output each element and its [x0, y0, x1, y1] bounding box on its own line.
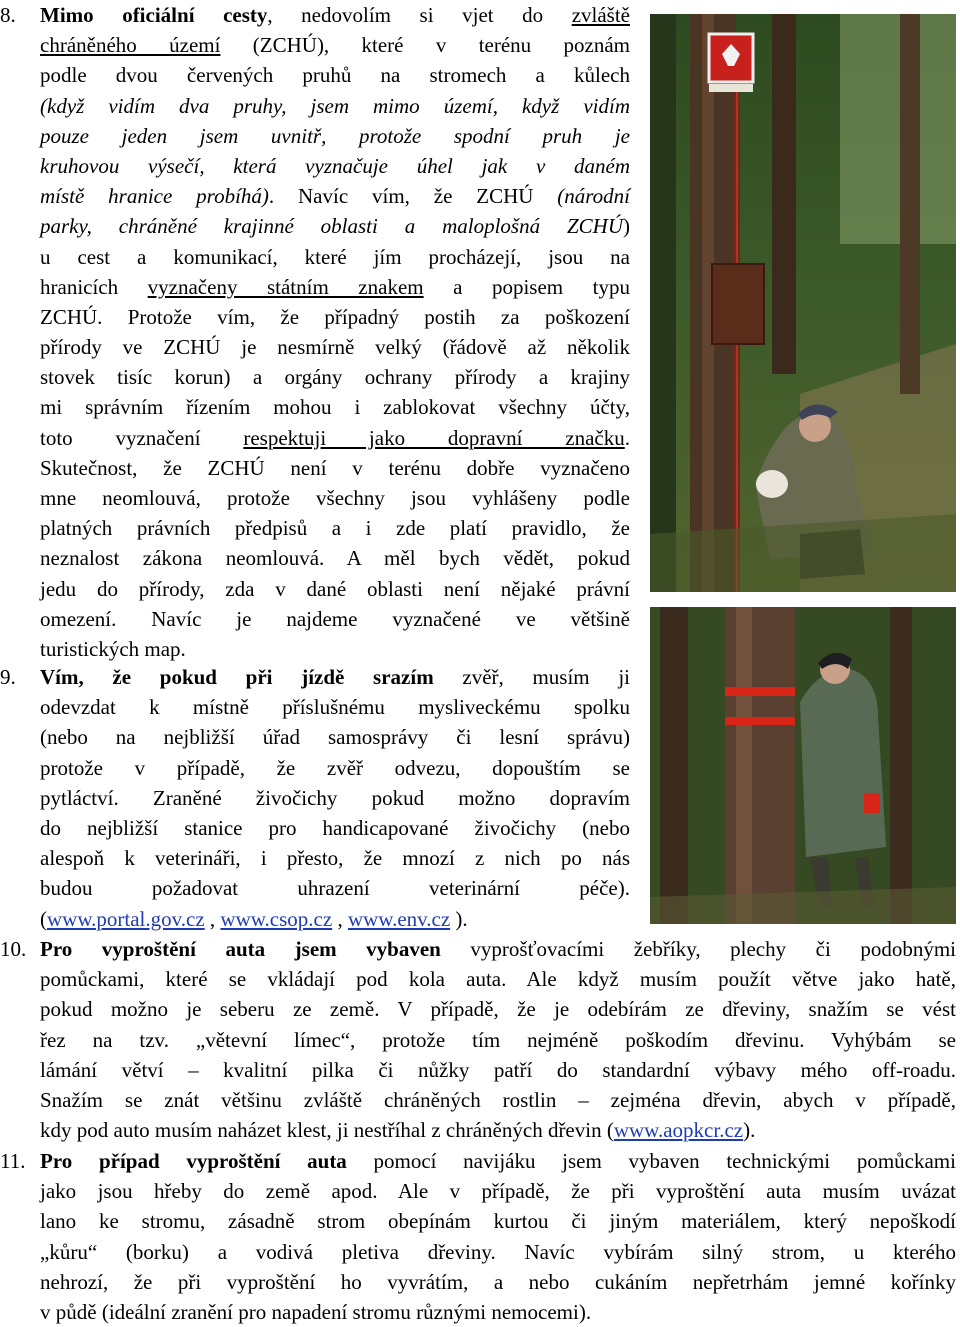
paragraph-line	[40, 904, 630, 934]
item-number-10: 10.	[0, 937, 27, 961]
paragraph-10	[40, 934, 956, 1145]
text-segment: odevzdat k místně příslušnému mysliveckému spolku	[40, 695, 630, 720]
paragraph-line	[40, 1146, 956, 1176]
paragraph-line	[40, 1055, 956, 1085]
paragraph-line	[40, 151, 630, 181]
paragraph-line	[40, 302, 630, 332]
paragraph-line	[40, 1115, 956, 1145]
text-segment: (ZCHÚ), které v terénu poznám	[220, 33, 630, 58]
paragraph-line	[40, 722, 630, 752]
text-segment: Pro vyproštění auta jsem vybaven	[40, 937, 441, 961]
text-segment: )	[623, 214, 630, 239]
text-segment: řez na tzv. „větevní límec“, protože tím nejméně poškodím dřevinu. Vyhýbám se	[40, 1027, 956, 1052]
paragraph-line	[40, 843, 630, 873]
text-segment: pomocí navijáku jsem vybaven technickými pomůckami	[346, 1149, 956, 1173]
paragraph-line	[40, 60, 630, 90]
text-segment: a popisem typu	[423, 274, 630, 299]
text-segment: respektuji jako dopravní značku	[243, 425, 625, 450]
text-segment: (nebo na nejbližší úřad samosprávy či lesní správu)	[40, 725, 630, 750]
text-segment: chráněného území	[40, 33, 221, 58]
text-segment: protože v případě, že zvěř odvezu, dopouštím se	[40, 755, 630, 780]
photo-protected-area-sign	[650, 14, 956, 592]
text-segment: ,	[204, 906, 221, 931]
paragraph-line	[40, 121, 630, 151]
text-segment: Pro případ vyproštění auta	[40, 1149, 347, 1173]
text-segment: Vím, že pokud při jízdě srazím	[40, 665, 434, 689]
paragraph-line	[40, 392, 630, 422]
paragraph-line	[40, 181, 630, 211]
text-segment: (národní	[557, 184, 630, 209]
text-segment: hranicích	[40, 274, 148, 299]
paragraph-line	[40, 692, 630, 722]
paragraph-line	[40, 211, 630, 241]
paragraph-line	[40, 964, 956, 994]
paragraph-line	[40, 604, 630, 634]
paragraph-line	[40, 543, 630, 573]
item-number-9: 9.	[0, 665, 16, 689]
paragraph-line	[40, 332, 630, 362]
text-segment: pytláctví. Zraněné živočichy pokud možno dopravím	[40, 785, 630, 810]
paragraph-line	[40, 1267, 956, 1297]
text-segment: vyznačeny státním znakem	[147, 274, 424, 299]
web-link[interactable]: www.portal.gov.cz	[47, 906, 205, 931]
paragraph-line	[40, 1176, 956, 1206]
text-segment: Snažím se znát většinu zvláště chráněných rostlin – zejména dřevin, abych v případě,	[40, 1087, 956, 1112]
paragraph-line	[40, 242, 630, 272]
text-segment: jako jsou hřeby do země apod. Ale v případě, že při vyproštění auta musím uvázat	[40, 1179, 956, 1204]
text-segment: místě hranice probíhá)	[40, 184, 269, 209]
text-segment: pokud možno je seberu ze země. V případě, že je odebírám ze dřeviny, snažím se vést	[40, 997, 956, 1022]
text-segment: kruhovou výsečí, která vyznačuje úhel jak v daném	[40, 153, 630, 178]
text-segment: zvěř, musím ji	[433, 665, 630, 689]
text-segment: platných právních předpisů a i zde platí pravidlo, že	[40, 516, 630, 541]
text-segment: pomůckami, které se vkládají pod kola auta. Ale když musím použít větve jako hatě,	[40, 967, 956, 992]
paragraph-line	[40, 1206, 956, 1236]
paragraph-line	[40, 753, 630, 783]
text-segment: stovek tisíc korun) a orgány ochrany přírody a krajiny	[40, 365, 630, 390]
item-number-8: 8.	[0, 3, 16, 27]
paragraph-11	[40, 1146, 956, 1327]
web-link[interactable]: www.aopkcr.cz	[613, 1118, 744, 1143]
paragraph-line	[40, 634, 630, 664]
text-segment: toto vyznačení	[40, 425, 244, 450]
text-segment: alespoň k veterináři, i přesto, že mnozí z nich po nás	[40, 846, 630, 871]
text-segment: ,	[332, 906, 348, 931]
paragraph-line	[40, 1025, 956, 1055]
web-link[interactable]: www.csop.cz	[220, 906, 333, 931]
text-segment: zvláště	[571, 3, 630, 27]
text-segment: přírody ve ZCHÚ je nesmírně velký (řádově až několik	[40, 335, 630, 360]
text-segment: kdy pod auto musím naházet klest, ji nestříhal z chráněných dřevin (	[40, 1118, 614, 1143]
text-segment: Skutečnost, že ZCHÚ není v terénu dobře vyznačeno	[40, 455, 630, 480]
text-segment: turistických map.	[40, 636, 186, 661]
paragraph-line	[40, 453, 630, 483]
web-link[interactable]: www.env.cz	[347, 906, 451, 931]
paragraph-line	[40, 0, 630, 30]
paragraph-9	[40, 662, 630, 934]
paragraph-line	[40, 873, 630, 903]
text-segment: (	[40, 906, 47, 931]
paragraph-line	[40, 813, 630, 843]
text-segment: omezení. Navíc je najdeme vyznačené ve většině	[40, 606, 630, 631]
paragraph-line	[40, 1085, 956, 1115]
paragraph-line	[40, 91, 630, 121]
text-segment: pouze jeden jsem uvnitř, protože spodní pruh je	[40, 123, 630, 148]
paragraph-line	[40, 483, 630, 513]
text-segment: Mimo oficiální cesty	[40, 3, 268, 27]
text-segment: lano ke stromu, zásadně strom obepínám kurtou či jiným materiálem, který nepoškodí	[40, 1209, 956, 1234]
text-segment: . Navíc vím, že ZCHÚ	[268, 184, 558, 209]
paragraph-line	[40, 1237, 956, 1267]
text-segment: mi správním řízením mohou i zablokovat všechny účty,	[40, 395, 630, 420]
item-number-11: 11.	[0, 1149, 26, 1173]
text-segment: neznalost zákona neomlouvá. A měl bych vědět, pokud	[40, 546, 630, 571]
paragraph-line	[40, 783, 630, 813]
text-segment: vyprošťovacími žebříky, plechy či podobnými	[440, 937, 956, 961]
text-segment: „kůru“ (borku) a vodivá pletiva dřeviny. Navíc vybírám silný strom, u kterého	[40, 1239, 956, 1264]
paragraph-line	[40, 30, 630, 60]
paragraph-line	[40, 994, 956, 1024]
photo-boundary-marked-tree	[650, 607, 956, 924]
text-segment: lámání větví – kvalitní pilka či nůžky patří do standardní výbavy mého off-roadu.	[40, 1057, 956, 1082]
paragraph-line	[40, 513, 630, 543]
paragraph-line	[40, 662, 630, 692]
text-segment: (když vidím dva pruhy, jsem mimo území, když vidím	[40, 93, 630, 118]
text-segment: ZCHÚ. Protože vím, že případný postih za poškození	[40, 304, 630, 329]
text-segment: ).	[450, 906, 468, 931]
paragraph-line	[40, 362, 630, 392]
text-segment: podle dvou červených pruhů na stromech a kůlech	[40, 63, 630, 88]
text-segment: nehrozí, že při vyproštění ho vyvrátím, a nebo cukáním nepřetrhám jemné kořínky	[40, 1269, 956, 1294]
text-segment: budou požadovat uhrazení veterinární péče).	[40, 876, 630, 901]
paragraph-8	[40, 0, 630, 664]
text-segment: ).	[743, 1118, 756, 1143]
text-segment: jedu do přírody, zda v dané oblasti není nějaké právní	[40, 576, 630, 601]
paragraph-line	[40, 1297, 956, 1327]
paragraph-line	[40, 423, 630, 453]
text-segment: .	[624, 425, 630, 450]
paragraph-line	[40, 574, 630, 604]
text-segment: do nejbližší stanice pro handicapované živočichy (nebo	[40, 815, 630, 840]
text-segment: parky, chráněné krajinné oblasti a maloplošná ZCHÚ	[40, 214, 623, 239]
text-segment: mne neomlouvá, protože všechny jsou vyhlášeny podle	[40, 486, 630, 510]
text-segment: v půdě (ideální zranění pro napadení stromu různými nemocemi).	[40, 1299, 592, 1324]
paragraph-line	[40, 272, 630, 302]
paragraph-line	[40, 934, 956, 964]
text-segment: u cest a komunikací, které jím procházejí, jsou na	[40, 244, 630, 269]
text-segment: , nedovolím si vjet do	[267, 3, 572, 27]
